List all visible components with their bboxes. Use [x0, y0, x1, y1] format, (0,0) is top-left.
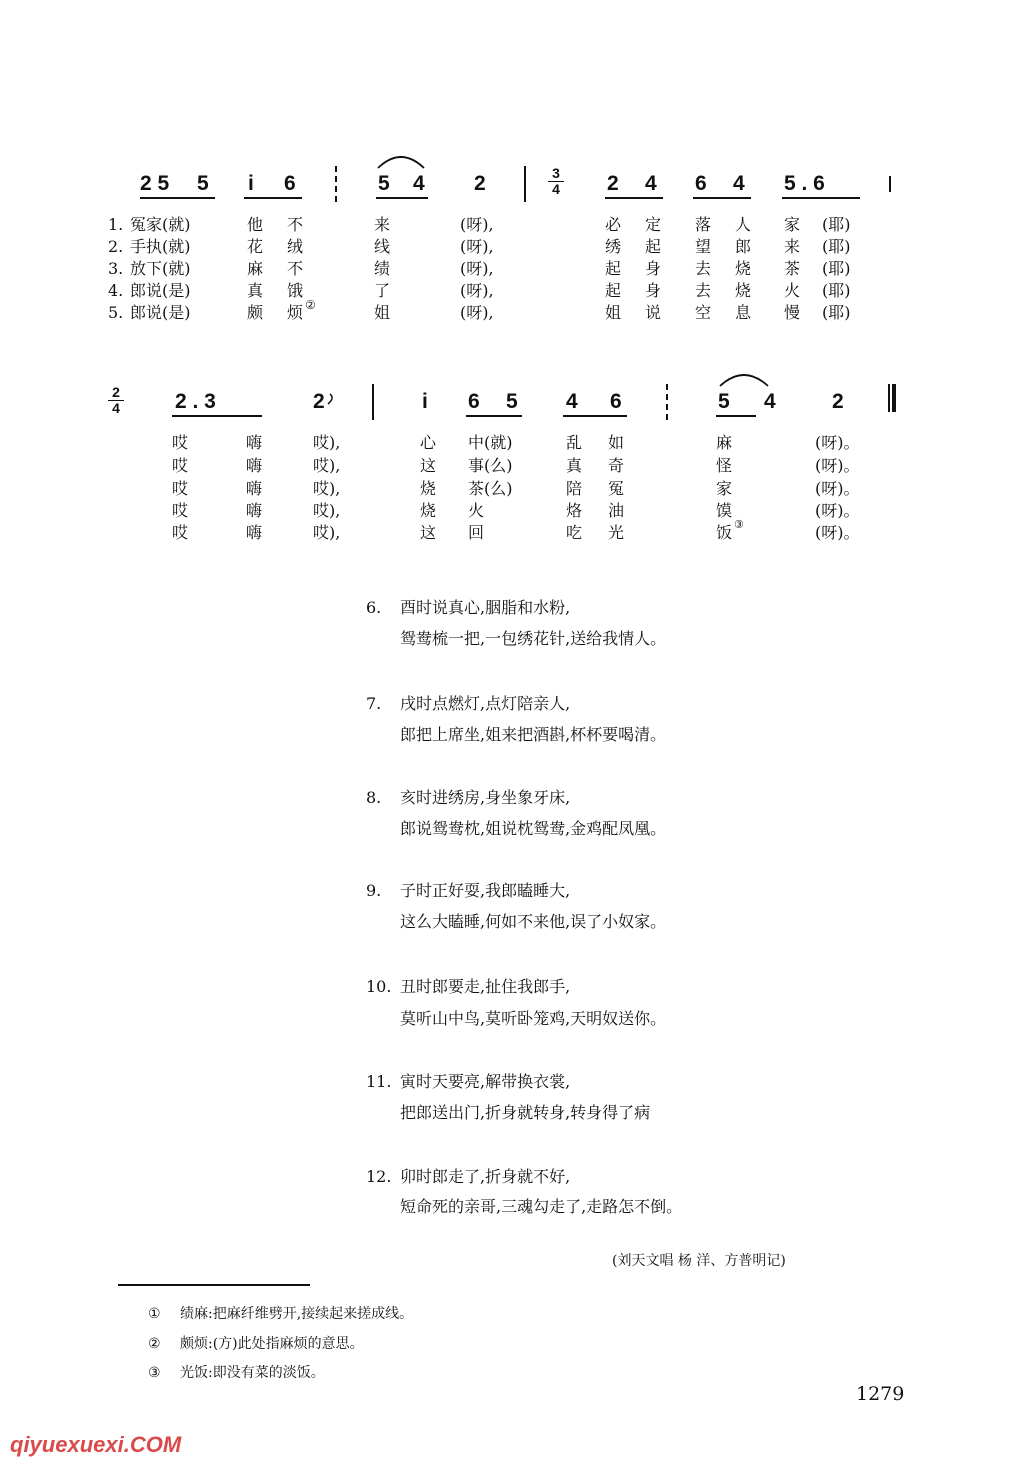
underline	[376, 197, 428, 199]
note: 6	[284, 172, 296, 195]
verse-line: 这么大瞌睡,何如不来他,误了小奴家。	[400, 912, 667, 931]
credit: (刘天文唱 杨 洋、方普明记)	[612, 1253, 786, 1269]
dashed-barline	[666, 384, 668, 420]
lyric: 真	[566, 456, 583, 475]
verse-line: 鸳鸯梳一把,一包绣花针,送给我情人。	[400, 629, 667, 648]
lyric: 茶	[784, 259, 801, 278]
verse-line: 莫听山中鸟,莫听卧笼鸡,天明奴送你。	[400, 1009, 667, 1028]
lyric: 放下(就)	[130, 259, 191, 278]
footnote-text: 光饭:即没有菜的淡饭。	[180, 1365, 325, 1381]
note: 2	[832, 390, 844, 413]
lyric: (耶)	[822, 237, 851, 256]
lyric: 必	[605, 215, 622, 234]
footnote-text: 绩麻:把麻纤维劈开,接续起来搓成线。	[180, 1306, 414, 1322]
lyric: 身	[645, 259, 662, 278]
underline	[466, 415, 522, 417]
underline	[605, 197, 663, 199]
lyric: 姐	[605, 303, 622, 322]
lyric: 回	[468, 523, 485, 542]
lyric: 这	[420, 456, 437, 475]
note: i	[248, 172, 254, 195]
lyric: 烧	[735, 259, 752, 278]
lyric: 了	[374, 281, 391, 300]
lyric: 哎	[172, 433, 189, 452]
lyric: 烧	[420, 501, 437, 520]
lyric: 手执(就)	[130, 237, 191, 256]
slur	[376, 152, 426, 170]
lyric: 馍	[716, 501, 733, 520]
verse-number: 11.	[366, 1072, 392, 1091]
lyric: 火	[784, 281, 801, 300]
lyric: (呀),	[460, 281, 494, 300]
lyric: 线	[374, 237, 391, 256]
lyric: 哎	[172, 479, 189, 498]
grace-mark	[326, 392, 338, 406]
lyric: 饿	[287, 281, 304, 300]
lyric: 事(么)	[468, 456, 513, 475]
lyric: 哎),	[313, 433, 341, 452]
verse-number: 6.	[366, 598, 382, 617]
verse-number: 10.	[366, 977, 392, 996]
lyric: 绩	[374, 259, 391, 278]
verse-number: 9.	[366, 881, 382, 900]
slur	[718, 370, 770, 388]
lyric: 落	[695, 215, 712, 234]
note: 2	[474, 172, 486, 195]
lyric: 来	[784, 237, 801, 256]
lyric: 他	[247, 215, 264, 234]
lyric: 来	[374, 215, 391, 234]
lyric: 起	[605, 281, 622, 300]
lyric: (呀)。	[815, 523, 860, 542]
note: 6	[468, 390, 480, 413]
final-barline-thin	[888, 384, 890, 412]
note: i	[422, 390, 428, 413]
lyric: 这	[420, 523, 437, 542]
lyric: 嗨	[246, 501, 263, 520]
lyric: 心	[420, 433, 437, 452]
lyric: (呀),	[460, 303, 494, 322]
note: 4	[645, 172, 657, 195]
note: 4	[764, 390, 776, 413]
lyric: 哎),	[313, 479, 341, 498]
note: 4	[566, 390, 578, 413]
final-barline-thick	[892, 384, 896, 412]
note: 4	[413, 172, 425, 195]
underline	[244, 197, 302, 199]
lyric: 陪	[566, 479, 583, 498]
note: 2	[313, 390, 325, 413]
footnote-mark: ①	[148, 1306, 161, 1322]
verse-line: 寅时天要亮,解带换衣裳,	[400, 1072, 571, 1091]
lyric: 哎	[172, 456, 189, 475]
lyric: 嗨	[246, 523, 263, 542]
lyric: (耶)	[822, 259, 851, 278]
footnote-text: 颇烦:(方)此处指麻烦的意思。	[180, 1336, 364, 1352]
verse-line: 子时正好耍,我郎瞌睡大,	[400, 881, 571, 900]
lyric: 嗨	[246, 433, 263, 452]
underline	[782, 197, 860, 199]
note: 6	[610, 390, 622, 413]
lyric: 光	[608, 523, 625, 542]
barline	[889, 176, 891, 192]
lyric: 绒	[287, 237, 304, 256]
lyric: 哎),	[313, 523, 341, 542]
lyric: 不	[287, 259, 304, 278]
lyric: 郎说(是)	[130, 281, 191, 300]
lyric: 定	[645, 215, 662, 234]
note: 6	[695, 172, 707, 195]
lyric: 嗨	[246, 479, 263, 498]
barline	[372, 384, 374, 420]
lyric: 家	[716, 479, 733, 498]
dashed-barline	[335, 166, 337, 202]
verse-number: 7.	[366, 694, 382, 713]
lyric: (呀),	[460, 259, 494, 278]
lyric: (呀)。	[815, 456, 860, 475]
lyric: 绣	[605, 237, 622, 256]
footnote-mark: ③	[148, 1365, 161, 1381]
footnote-mark: ②	[148, 1336, 161, 1352]
verse-number: 12.	[366, 1167, 392, 1186]
lyric: 哎),	[313, 456, 341, 475]
watermark	[10, 1432, 181, 1458]
verse-number: 3.	[108, 259, 124, 278]
note: 5	[718, 390, 730, 413]
lyric: 茶(么)	[468, 479, 513, 498]
lyric: 去	[695, 281, 712, 300]
lyric: 哎	[172, 523, 189, 542]
note: 2	[607, 172, 619, 195]
lyric: 花	[247, 237, 264, 256]
verse-number: 4.	[108, 281, 124, 300]
footnote-mark: ②	[305, 298, 316, 312]
verse-number: 8.	[366, 788, 382, 807]
lyric: (耶)	[822, 303, 851, 322]
verse-line: 郎说鸳鸯枕,姐说枕鸳鸯,金鸡配凤凰。	[400, 819, 667, 838]
lyric: 慢	[784, 303, 801, 322]
watermark-text: qiyuexuexi.COM	[10, 1432, 182, 1457]
lyric: (呀),	[460, 237, 494, 256]
time-signature: 2 4	[108, 385, 124, 416]
note: 5	[506, 390, 518, 413]
lyric: 息	[735, 303, 752, 322]
lyric: 麻	[247, 259, 264, 278]
underline	[172, 415, 262, 417]
lyric: 吃	[566, 523, 583, 542]
lyric: 起	[645, 237, 662, 256]
note: 5 . 6	[784, 172, 825, 195]
lyric: 望	[695, 237, 712, 256]
verse-number: 5.	[108, 303, 124, 322]
lyric: 姐	[374, 303, 391, 322]
verse-line: 短命死的亲哥,三魂勾走了,走路怎不倒。	[400, 1197, 683, 1216]
lyric: 家	[784, 215, 801, 234]
lyric: 如	[608, 433, 625, 452]
lyric: 真	[247, 281, 264, 300]
verse-line: 丑时郎要走,扯住我郎手,	[400, 977, 571, 996]
note: 2 5	[140, 172, 170, 195]
lyric: 烧	[420, 479, 437, 498]
verse-line: 卯时郎走了,折身就不好,	[400, 1167, 571, 1186]
underline	[140, 197, 215, 199]
verse-line: 戌时点燃灯,点灯陪亲人,	[400, 694, 571, 713]
lyric: 哎),	[313, 501, 341, 520]
lyric: 哎	[172, 501, 189, 520]
lyric: 麻	[716, 433, 733, 452]
lyric: 火	[468, 501, 485, 520]
lyric: 郎	[735, 237, 752, 256]
note: 5	[378, 172, 390, 195]
lyric: 颇	[247, 303, 264, 322]
lyric: 烧	[735, 281, 752, 300]
underline	[716, 415, 756, 417]
lyric: 郎说(是)	[130, 303, 191, 322]
lyric: 身	[645, 281, 662, 300]
underline	[563, 415, 627, 417]
lyric: 中(就)	[468, 433, 513, 452]
verse-line: 亥时进绣房,身坐象牙床,	[400, 788, 571, 807]
lyric: (呀),	[460, 215, 494, 234]
verse-line: 郎把上席坐,姐来把酒斟,杯杯要喝清。	[400, 725, 667, 744]
lyric: 怪	[716, 456, 733, 475]
lyric: 人	[735, 215, 752, 234]
lyric: 奇	[608, 456, 625, 475]
lyric: (耶)	[822, 281, 851, 300]
lyric: 饭	[716, 523, 733, 542]
verse-line: 把郎送出门,折身就转身,转身得了病	[400, 1103, 651, 1122]
lyric: (呀)。	[815, 501, 860, 520]
verse-number: 1.	[108, 215, 124, 234]
lyric: 去	[695, 259, 712, 278]
lyric: 不	[287, 215, 304, 234]
page-number: 1279	[856, 1383, 905, 1405]
lyric: (耶)	[822, 215, 851, 234]
lyric: 烙	[566, 501, 583, 520]
lyric: 起	[605, 259, 622, 278]
time-signature: 3 4	[548, 166, 564, 197]
note: 5	[197, 172, 209, 195]
lyric: 烦	[287, 303, 304, 322]
verse-line: 酉时说真心,胭脂和水粉,	[400, 598, 571, 617]
lyric: 冤家(就)	[130, 215, 191, 234]
underline	[693, 197, 751, 199]
note: 2 . 3	[175, 390, 216, 413]
lyric: 空	[695, 303, 712, 322]
lyric: 说	[645, 303, 662, 322]
lyric: 嗨	[246, 456, 263, 475]
verse-number: 2.	[108, 237, 124, 256]
barline	[524, 166, 526, 202]
lyric: (呀)。	[815, 479, 860, 498]
lyric: 乱	[566, 433, 583, 452]
lyric: 冤	[608, 479, 625, 498]
footnote-mark: ③	[734, 518, 744, 531]
lyric: 油	[608, 501, 625, 520]
lyric: (呀)。	[815, 433, 860, 452]
note: 4	[733, 172, 745, 195]
footnote-rule	[118, 1284, 310, 1286]
